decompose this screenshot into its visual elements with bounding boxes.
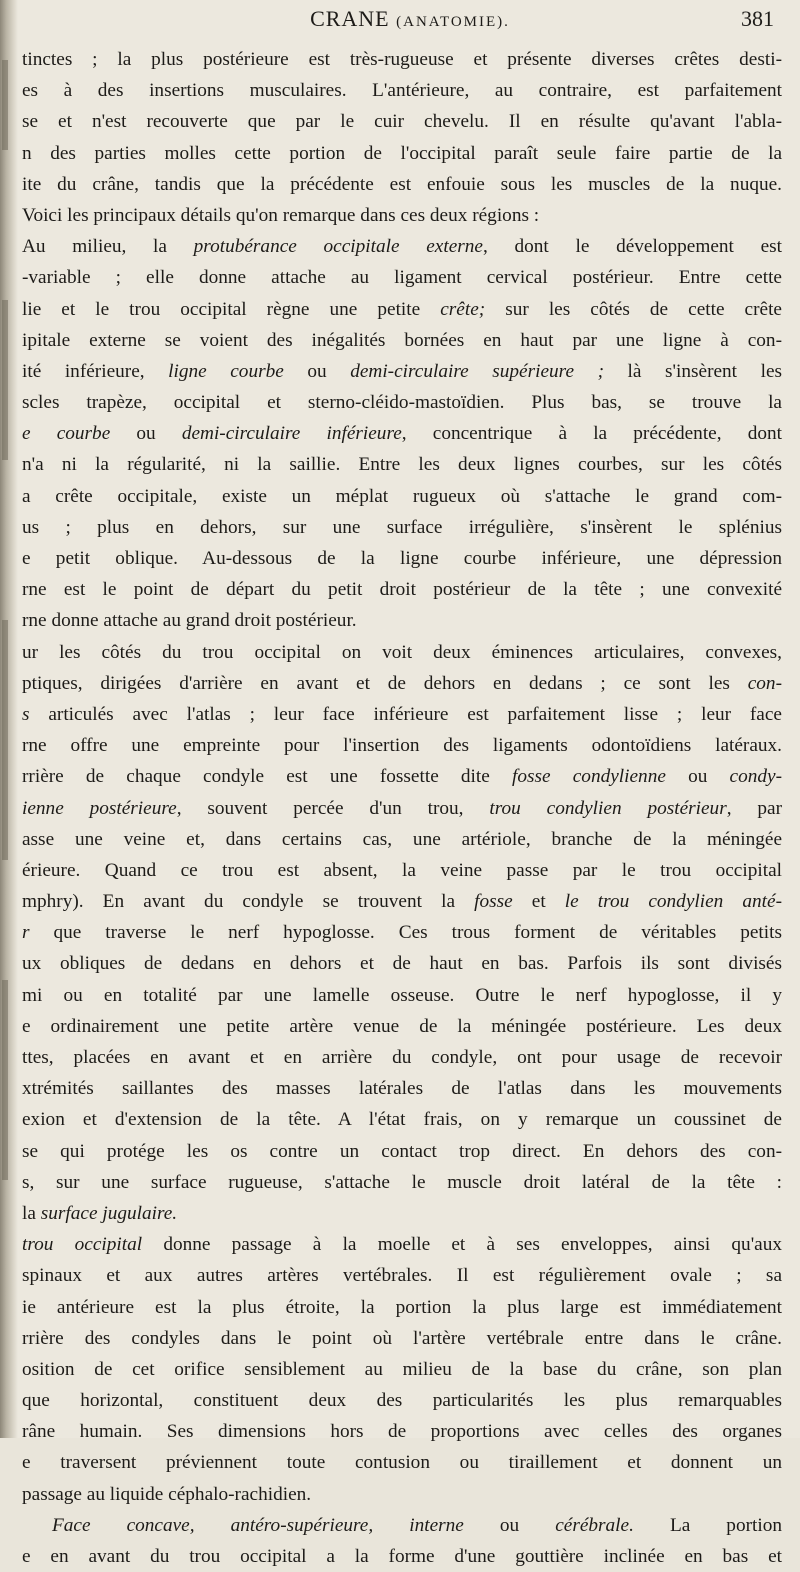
text-run: e ordinairement une petite artère venue de la méningée postérieure. Les deux	[22, 1015, 782, 1037]
text-line	[22, 200, 782, 231]
text-line	[22, 1292, 782, 1323]
text-run: , concentrique à la précédente, dont	[401, 423, 782, 445]
text-line	[22, 637, 782, 668]
text-run: là s'insèrent les	[604, 360, 782, 382]
text-run: mphry). En avant du condyle se trouvent la	[22, 891, 475, 913]
text-line	[22, 824, 782, 855]
text-run: rne donne attache au grand droit postérieur.	[22, 610, 357, 632]
text-run: n'a ni la régularité, ni la saillie. Entre les deux lignes courbes, sur les côtés	[22, 454, 782, 476]
text-run: -variable ; elle donne attache au ligament cervical postérieur. Entre cette	[22, 267, 782, 289]
text-run: ipitale externe se voient des inégalités bornées en haut par une ligne à con-	[22, 329, 782, 351]
text-run: ux obliques de dedans en dehors et de haut en bas. Parfois ils sont divisés	[22, 953, 782, 975]
text-line	[22, 1136, 782, 1167]
text-line	[22, 418, 782, 449]
italic-term: s	[22, 703, 30, 725]
text-line	[22, 262, 782, 293]
page-number: 381	[741, 6, 774, 31]
text-line	[22, 543, 782, 574]
italic-term: protubérance occipitale externe	[193, 236, 483, 258]
text-line	[22, 1198, 782, 1229]
text-line	[22, 356, 782, 387]
text-run: es à des insertions musculaires. L'antérieure, au contraire, est parfaitement	[22, 80, 782, 102]
text-line	[22, 1167, 782, 1198]
text-line	[22, 75, 782, 106]
italic-term: condy-	[729, 766, 782, 788]
italic-term: surface jugulaire.	[40, 1202, 178, 1224]
text-line	[22, 1229, 782, 1260]
text-line	[22, 1541, 782, 1572]
text-line	[22, 730, 782, 761]
text-run: , par	[726, 797, 782, 819]
text-run: se qui protége les os contre un contact trop direct. En dehors des con-	[22, 1140, 782, 1162]
text-run: , souvent percée d'un trou,	[176, 797, 490, 819]
text-run: e en avant du trou occipital a la forme d'une gouttière inclinée en bas et	[22, 1546, 782, 1567]
text-run: lie et le trou occipital règne une petite	[22, 298, 441, 320]
italic-term: demi-circulaire supérieure ;	[350, 360, 604, 382]
text-run: ou	[110, 423, 182, 445]
text-line	[22, 886, 782, 917]
text-run: tinctes ; la plus postérieure est très-rugueuse et présente diverses crêtes desti-	[22, 49, 782, 70]
italic-term: le trou condylien anté-	[564, 891, 782, 913]
text-line	[22, 668, 782, 699]
text-run: la	[22, 1202, 41, 1224]
text-run: spinaux et aux autres artères vertébrales. Il est régulièrement ovale ; sa	[22, 1265, 782, 1287]
text-run: Au milieu, la	[22, 236, 194, 258]
text-run: a crête occipitale, existe un méplat rugueux où s'attache le grand com-	[22, 485, 782, 507]
text-line	[22, 512, 782, 543]
body-text	[22, 44, 782, 1572]
text-line	[22, 1510, 782, 1541]
text-line	[22, 231, 782, 262]
italic-term: r	[22, 922, 30, 944]
text-line	[22, 699, 782, 730]
italic-term: cérébrale.	[555, 1514, 634, 1536]
text-line	[22, 761, 782, 792]
text-run: articulés avec l'atlas ; leur face inférieure est parfaitement lisse ; leur face	[29, 703, 782, 725]
italic-term: con-	[747, 672, 782, 694]
text-run: ou	[665, 766, 730, 788]
text-run: et	[512, 891, 565, 913]
italic-term: trou condylien postérieur	[489, 797, 727, 819]
text-line	[22, 793, 782, 824]
text-run: ou	[283, 360, 351, 382]
text-run: ité inférieure,	[22, 360, 169, 382]
text-run: , dont le développement est	[482, 236, 782, 258]
text-run: Voici les principaux détails qu'on remarque dans ces deux régions :	[22, 204, 540, 226]
text-run: xtrémités saillantes des masses latérales de l'atlas dans les mouvements	[22, 1078, 782, 1100]
text-line	[22, 1323, 782, 1354]
text-run: s, sur une surface rugueuse, s'attache le muscle droit latéral de la tête :	[22, 1171, 782, 1193]
text-run: que traverse le nerf hypoglosse. Ces trous forment de véritables petits	[29, 922, 782, 944]
text-run: rrière des condyles dans le point où l'artère vertébrale entre dans le crâne.	[22, 1327, 782, 1349]
text-line	[22, 1260, 782, 1291]
text-line	[22, 169, 782, 200]
text-line	[22, 1354, 782, 1385]
text-run: râne humain. Ses dimensions hors de proportions avec celles des organes	[22, 1421, 782, 1443]
text-run: ptiques, dirigées d'arrière en avant et de dehors en dedans ; ce sont les	[22, 672, 748, 694]
text-line	[22, 106, 782, 137]
text-line	[22, 1385, 782, 1416]
running-head-title: CRANE	[310, 6, 390, 31]
text-run: e petit oblique. Au-dessous de la ligne courbe inférieure, une dépression	[22, 548, 782, 569]
text-line	[22, 387, 782, 418]
text-run: donne passage à la moelle et à ses enveloppes, ainsi qu'aux	[142, 1234, 782, 1256]
italic-term: fosse condylienne	[512, 766, 666, 788]
text-line	[22, 1479, 782, 1510]
text-run: n des parties molles cette portion de l'occipital paraît seule faire partie de la	[22, 142, 782, 164]
italic-term: e courbe	[22, 423, 111, 445]
text-run: osition de cet orifice sensiblement au milieu de la base du crâne, son plan	[22, 1358, 782, 1380]
text-run: ttes, placées en avant et en arrière du condyle, ont pour usage de recevoir	[22, 1047, 782, 1068]
text-line	[22, 917, 782, 948]
italic-term: ienne postérieure	[22, 797, 177, 819]
text-run: ur les côtés du trou occipital on voit deux éminences articulaires, convexes,	[22, 641, 782, 663]
text-run: us ; plus en dehors, sur une surface irrégulière, s'insèrent le splénius	[22, 516, 782, 538]
italic-term: Face concave, antéro-supérieure, interne	[52, 1514, 464, 1536]
binding-gutter	[0, 0, 18, 1438]
text-run: passage au liquide céphalo-rachidien.	[22, 1483, 312, 1505]
text-run: ou	[463, 1514, 556, 1536]
text-line	[22, 44, 782, 75]
italic-term: trou occipital	[22, 1234, 143, 1256]
text-line	[22, 325, 782, 356]
text-line	[22, 1073, 782, 1104]
running-head-subtitle: (ANATOMIE).	[396, 14, 510, 30]
page-header	[0, 6, 800, 40]
text-run: ite du crâne, tandis que la précédente est enfouie sous les muscles de la nuque.	[22, 173, 782, 195]
running-head	[240, 6, 580, 32]
text-line	[22, 449, 782, 480]
italic-term: demi-circulaire inférieure	[181, 423, 402, 445]
italic-term: crête;	[440, 298, 486, 320]
text-line	[22, 1416, 782, 1447]
text-line	[22, 605, 782, 636]
italic-term: fosse	[474, 891, 513, 913]
text-run: e traversent préviennent toute contusion ou tiraillement et donnent un	[22, 1452, 782, 1474]
text-run: ie antérieure est la plus étroite, la portion la plus large est immédiatement	[22, 1296, 782, 1318]
text-run: scles trapèze, occipital et sterno-cléido-mastoïdien. Plus bas, se trouve la	[22, 392, 782, 414]
text-run: érieure. Quand ce trou est absent, la veine passe par le trou occipital	[22, 859, 782, 881]
text-run: exion et d'extension de la tête. A l'état frais, on y remarque un coussinet de	[22, 1109, 782, 1131]
text-run: rne offre une empreinte pour l'insertion des ligaments odontoïdiens latéraux.	[22, 735, 782, 757]
text-line	[22, 138, 782, 169]
text-line	[22, 1011, 782, 1042]
text-run: que horizontal, constituent deux des particularités les plus remarquables	[22, 1390, 782, 1412]
text-line	[22, 481, 782, 512]
italic-term: ligne courbe	[168, 360, 284, 382]
text-run: asse une veine et, dans certains cas, une artériole, branche de la méningée	[22, 828, 782, 850]
text-run: mi ou en totalité par une lamelle osseuse. Outre le nerf hypoglosse, il y	[22, 984, 782, 1006]
text-run: La portion	[633, 1514, 782, 1536]
text-run: se et n'est recouverte que par le cuir chevelu. Il en résulte qu'avant l'abla-	[22, 111, 782, 133]
text-line	[22, 574, 782, 605]
text-run: rne est le point de départ du petit droit postérieur de la tête ; une convexité	[22, 579, 782, 601]
text-line	[22, 980, 782, 1011]
text-line	[22, 294, 782, 325]
text-line	[22, 1447, 782, 1478]
text-run: rrière de chaque condyle est une fossette dite	[22, 766, 513, 788]
text-line	[22, 948, 782, 979]
text-line	[22, 855, 782, 886]
text-run: sur les côtés de cette crête	[485, 298, 782, 320]
text-line	[22, 1042, 782, 1073]
text-line	[22, 1104, 782, 1135]
